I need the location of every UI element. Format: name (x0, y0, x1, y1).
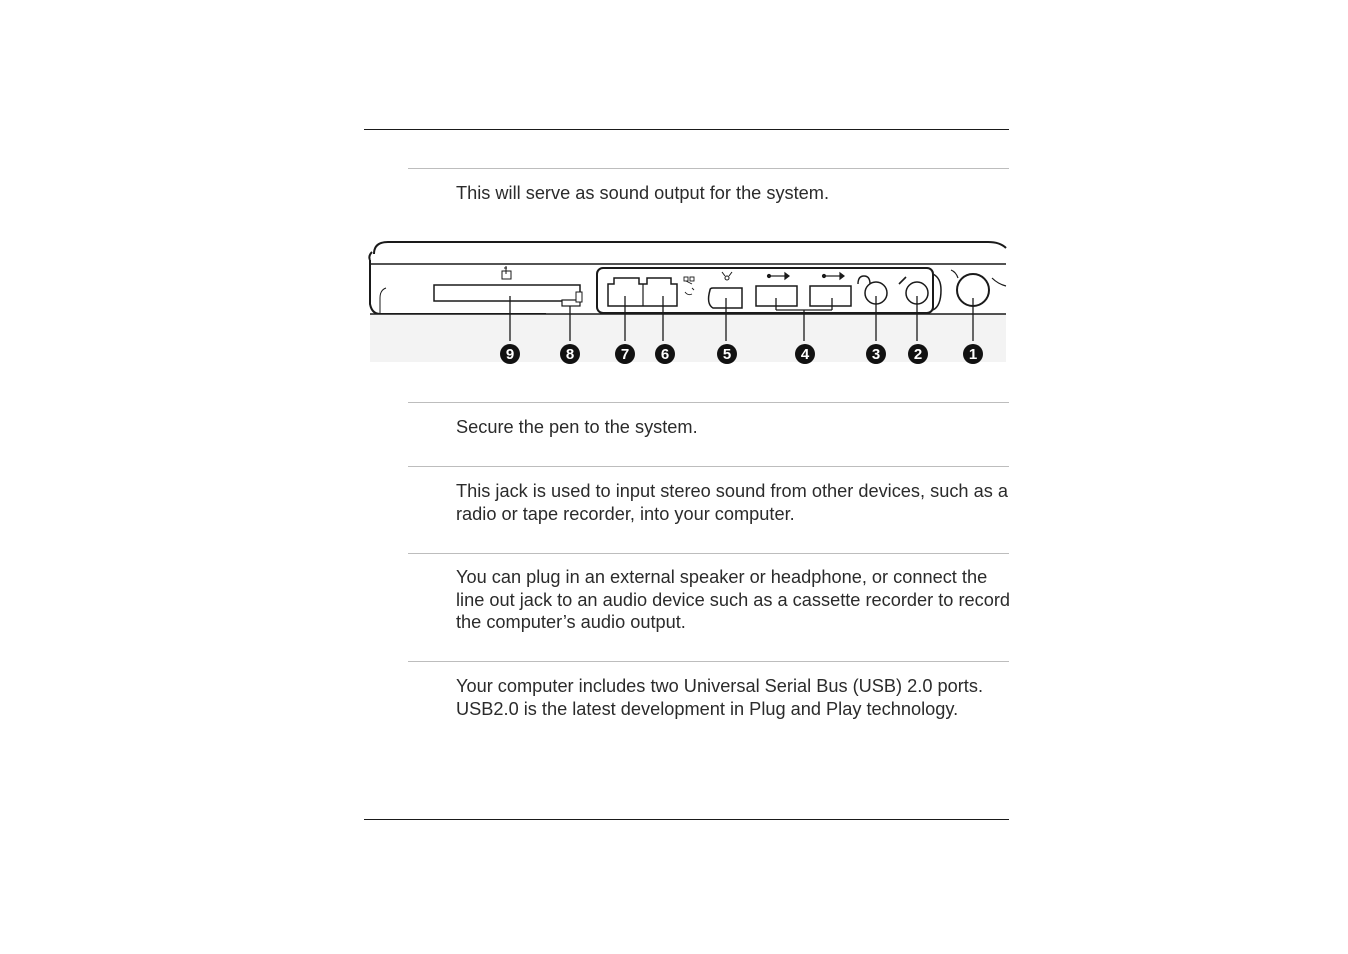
svg-text:7: 7 (620, 346, 630, 363)
callout-7 (615, 344, 635, 364)
svg-text:1: 1 (968, 346, 978, 363)
callout-3 (866, 344, 886, 364)
svg-text:3: 3 (871, 346, 881, 363)
header-rule (364, 129, 1009, 130)
callout-1 (963, 344, 983, 364)
svg-text:8: 8 (565, 346, 575, 363)
callout-8 (560, 344, 580, 364)
callout-6 (655, 344, 675, 364)
svg-text:5: 5 (722, 346, 732, 363)
svg-text:6: 6 (660, 346, 670, 363)
section-text-line-in: This jack is used to input stereo sound from other devices, such as a radio or tape recorder, into your computer. (456, 481, 1008, 524)
callout-5 (717, 344, 737, 364)
section-divider (408, 553, 1009, 554)
svg-text:2: 2 (913, 346, 923, 363)
svg-text:4: 4 (800, 346, 810, 363)
footer-rule (364, 819, 1009, 820)
usb-port-2 (810, 286, 851, 306)
section-text-pen-holder: Secure the pen to the system. (456, 417, 698, 437)
svg-text:9: 9 (505, 346, 515, 363)
section-text-usb: Your computer includes two Universal Serial Bus (USB) 2.0 ports. USB2.0 is the latest development in Plug and Play technology. (456, 676, 983, 719)
section-divider (408, 466, 1009, 467)
callout-4 (795, 344, 815, 364)
section-divider (408, 661, 1009, 662)
section-divider (408, 168, 1009, 169)
callout-2 (908, 344, 928, 364)
callout-9 (500, 344, 520, 364)
firewire-port (709, 288, 742, 308)
section-text-line-out: You can plug in an external speaker or headphone, or connect the line out jack to an audio device such as a cassette recorder to record the computer’s audio output. (456, 567, 1011, 633)
section-text-sound-output: This will serve as sound output for the system. (456, 183, 830, 203)
card-slot-icon (502, 266, 511, 279)
card-slot (434, 285, 580, 301)
section-divider (408, 402, 1009, 403)
laptop-side-diagram (366, 238, 1008, 368)
